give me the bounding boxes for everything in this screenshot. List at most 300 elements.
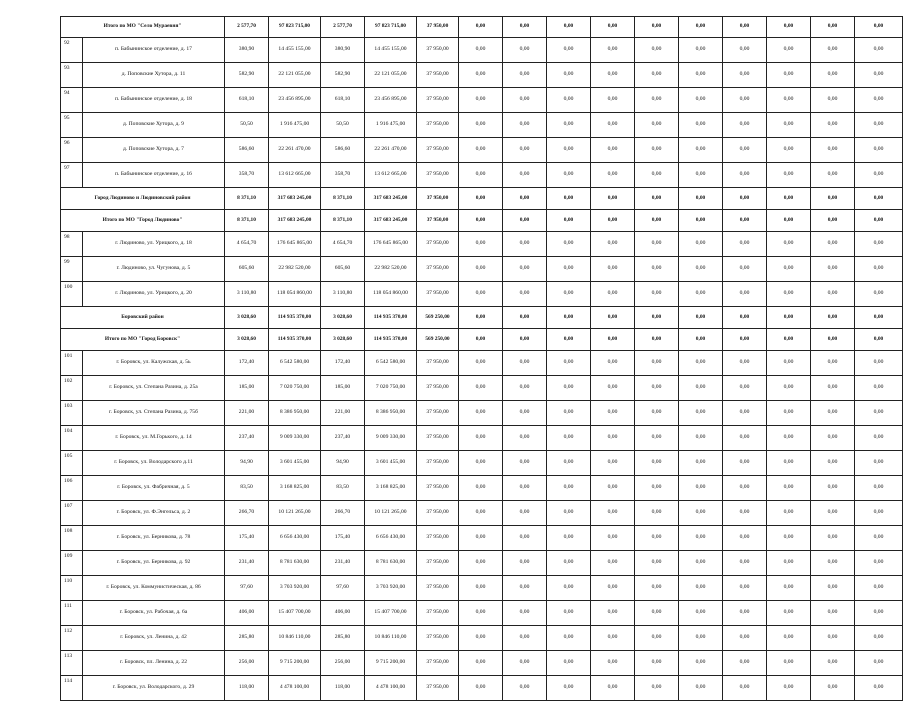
value-cell: 0,00: [459, 188, 503, 210]
value-cell: 0,00: [547, 257, 591, 282]
value-cell: 0,00: [679, 601, 723, 626]
value-cell: 0,00: [855, 676, 903, 701]
row-number: 113: [61, 651, 83, 676]
value-cell: 0,00: [459, 601, 503, 626]
value-cell: 0,00: [723, 138, 767, 163]
value-cell: 37 950,00: [417, 113, 459, 138]
row-number: 107: [61, 501, 83, 526]
group-title-cell: Итого по МО "Село Мураевня": [61, 17, 225, 38]
table-row: [61, 163, 903, 188]
value-cell: 37 950,00: [417, 401, 459, 426]
value-cell: 0,00: [459, 401, 503, 426]
value-cell: 8 371,10: [225, 188, 269, 210]
row-number: 111: [61, 601, 83, 626]
value-cell: 0,00: [635, 626, 679, 651]
value-cell: 0,00: [635, 232, 679, 257]
row-number: 102: [61, 376, 83, 401]
value-cell: 0,00: [459, 307, 503, 329]
address-cell: г. Боровск, ул. Фабричная, д. 5: [83, 476, 225, 501]
value-cell: 0,00: [635, 651, 679, 676]
value-cell: 0,00: [767, 282, 811, 307]
value-cell: 0,00: [767, 138, 811, 163]
value-cell: 2 577,70: [321, 17, 365, 38]
value-cell: 221,00: [225, 401, 269, 426]
value-cell: 0,00: [811, 526, 855, 551]
value-cell: 231,40: [321, 551, 365, 576]
row-number: 108: [61, 526, 83, 551]
value-cell: 6 656 430,00: [365, 526, 417, 551]
value-cell: 0,00: [767, 476, 811, 501]
value-cell: 0,00: [591, 210, 635, 232]
value-cell: 83,50: [225, 476, 269, 501]
value-cell: 0,00: [767, 163, 811, 188]
value-cell: 0,00: [855, 651, 903, 676]
value-cell: 569 250,00: [417, 307, 459, 329]
value-cell: 37 950,00: [417, 138, 459, 163]
table-row: [61, 257, 903, 282]
table-body: [61, 17, 903, 701]
value-cell: 0,00: [635, 188, 679, 210]
value-cell: 0,00: [723, 651, 767, 676]
value-cell: 0,00: [547, 576, 591, 601]
value-cell: 176 645 865,00: [269, 232, 321, 257]
value-cell: 0,00: [767, 676, 811, 701]
table-row: [61, 451, 903, 476]
value-cell: 0,00: [723, 501, 767, 526]
value-cell: 0,00: [811, 210, 855, 232]
value-cell: 0,00: [723, 576, 767, 601]
value-cell: 172,40: [321, 351, 365, 376]
value-cell: 0,00: [547, 501, 591, 526]
value-cell: 0,00: [855, 601, 903, 626]
value-cell: 0,00: [767, 501, 811, 526]
address-cell: г. Боровск, ул. М.Горького, д. 14: [83, 426, 225, 451]
value-cell: 0,00: [811, 257, 855, 282]
table-row: [61, 651, 903, 676]
value-cell: 0,00: [503, 188, 547, 210]
value-cell: 0,00: [591, 551, 635, 576]
value-cell: 8 781 630,00: [269, 551, 321, 576]
row-number: 104: [61, 426, 83, 451]
value-cell: 0,00: [811, 401, 855, 426]
value-cell: 0,00: [503, 257, 547, 282]
value-cell: 0,00: [679, 188, 723, 210]
value-cell: 0,00: [679, 88, 723, 113]
value-cell: 317 683 245,00: [365, 188, 417, 210]
value-cell: 0,00: [635, 88, 679, 113]
value-cell: 0,00: [855, 551, 903, 576]
table-row: [61, 501, 903, 526]
value-cell: 0,00: [855, 113, 903, 138]
value-cell: 266,70: [225, 501, 269, 526]
value-cell: 582,90: [321, 63, 365, 88]
value-cell: 0,00: [547, 88, 591, 113]
value-cell: 0,00: [723, 676, 767, 701]
value-cell: 1 916 475,00: [365, 113, 417, 138]
document-sheet: [60, 16, 884, 701]
value-cell: 37 950,00: [417, 17, 459, 38]
value-cell: 37 950,00: [417, 676, 459, 701]
value-cell: 0,00: [855, 88, 903, 113]
table-row: [61, 476, 903, 501]
value-cell: 0,00: [723, 551, 767, 576]
value-cell: 0,00: [503, 451, 547, 476]
value-cell: 37 950,00: [417, 163, 459, 188]
value-cell: 285,80: [225, 626, 269, 651]
value-cell: 0,00: [767, 426, 811, 451]
value-cell: 0,00: [547, 63, 591, 88]
address-cell: г. Боровск, ул. Ленина, д. 42: [83, 626, 225, 651]
value-cell: 0,00: [547, 401, 591, 426]
value-cell: 0,00: [723, 17, 767, 38]
value-cell: 0,00: [503, 38, 547, 63]
value-cell: 0,00: [635, 63, 679, 88]
value-cell: 0,00: [679, 451, 723, 476]
value-cell: 37 950,00: [417, 651, 459, 676]
value-cell: 0,00: [723, 376, 767, 401]
row-number: 98: [61, 232, 83, 257]
value-cell: 37 950,00: [417, 88, 459, 113]
value-cell: 0,00: [547, 232, 591, 257]
value-cell: 0,00: [723, 113, 767, 138]
value-cell: 0,00: [591, 63, 635, 88]
value-cell: 9 009 330,00: [269, 426, 321, 451]
value-cell: 0,00: [723, 188, 767, 210]
value-cell: 0,00: [855, 526, 903, 551]
value-cell: 0,00: [547, 307, 591, 329]
row-number: 94: [61, 88, 83, 113]
value-cell: 94,90: [225, 451, 269, 476]
value-cell: 0,00: [503, 651, 547, 676]
value-cell: 0,00: [503, 17, 547, 38]
value-cell: 97 823 715,00: [365, 17, 417, 38]
row-number: 100: [61, 282, 83, 307]
value-cell: 0,00: [635, 551, 679, 576]
value-cell: 0,00: [635, 451, 679, 476]
value-cell: 22 121 055,00: [269, 63, 321, 88]
value-cell: 0,00: [547, 476, 591, 501]
value-cell: 0,00: [503, 676, 547, 701]
value-cell: 0,00: [547, 651, 591, 676]
value-cell: 0,00: [635, 329, 679, 351]
value-cell: 0,00: [591, 376, 635, 401]
value-cell: 0,00: [503, 113, 547, 138]
value-cell: 97,60: [225, 576, 269, 601]
value-cell: 256,00: [321, 651, 365, 676]
value-cell: 37 950,00: [417, 501, 459, 526]
address-cell: п. Бабынинское отделение, д. 17: [83, 38, 225, 63]
value-cell: 618,10: [321, 88, 365, 113]
value-cell: 380,90: [321, 38, 365, 63]
value-cell: 0,00: [459, 651, 503, 676]
value-cell: 0,00: [679, 282, 723, 307]
value-cell: 8 371,10: [321, 188, 365, 210]
value-cell: 0,00: [811, 113, 855, 138]
value-cell: 3 028,60: [225, 329, 269, 351]
row-number: 109: [61, 551, 83, 576]
address-cell: г. Боровск, ул. Степана Разина, д. 75б: [83, 401, 225, 426]
capital-repair-table: [60, 16, 903, 701]
value-cell: 0,00: [855, 351, 903, 376]
value-cell: 3 703 920,00: [365, 576, 417, 601]
value-cell: 0,00: [811, 501, 855, 526]
value-cell: 0,00: [547, 17, 591, 38]
value-cell: 4 654,70: [321, 232, 365, 257]
value-cell: 13 612 665,00: [365, 163, 417, 188]
value-cell: 0,00: [723, 401, 767, 426]
value-cell: 0,00: [547, 376, 591, 401]
value-cell: 0,00: [767, 88, 811, 113]
value-cell: 0,00: [503, 501, 547, 526]
value-cell: 0,00: [635, 210, 679, 232]
group-title-cell: Итого по МО "Город Боровск": [61, 329, 225, 351]
value-cell: 0,00: [767, 113, 811, 138]
value-cell: 380,90: [225, 38, 269, 63]
value-cell: 0,00: [723, 451, 767, 476]
value-cell: 0,00: [503, 601, 547, 626]
value-cell: 114 935 370,00: [269, 329, 321, 351]
value-cell: 0,00: [679, 526, 723, 551]
value-cell: 175,40: [225, 526, 269, 551]
value-cell: 0,00: [811, 451, 855, 476]
value-cell: 0,00: [591, 426, 635, 451]
value-cell: 0,00: [811, 232, 855, 257]
value-cell: 0,00: [459, 426, 503, 451]
value-cell: 0,00: [635, 282, 679, 307]
value-cell: 0,00: [679, 401, 723, 426]
value-cell: 9 715 200,00: [365, 651, 417, 676]
value-cell: 0,00: [591, 307, 635, 329]
address-cell: г. Боровск, ул. Берникова, д. 78: [83, 526, 225, 551]
value-cell: 0,00: [547, 526, 591, 551]
value-cell: 97,60: [321, 576, 365, 601]
value-cell: 7 020 750,00: [365, 376, 417, 401]
value-cell: 0,00: [591, 651, 635, 676]
value-cell: 0,00: [503, 351, 547, 376]
value-cell: 3 601 455,00: [365, 451, 417, 476]
value-cell: 0,00: [591, 88, 635, 113]
row-number: 105: [61, 451, 83, 476]
value-cell: 569 250,00: [417, 329, 459, 351]
value-cell: 175,40: [321, 526, 365, 551]
value-cell: 0,00: [855, 282, 903, 307]
address-cell: п. Бабынинское отделение, д. 18: [83, 88, 225, 113]
value-cell: 0,00: [811, 601, 855, 626]
value-cell: 0,00: [459, 551, 503, 576]
value-cell: 0,00: [547, 601, 591, 626]
value-cell: 0,00: [459, 17, 503, 38]
value-cell: 22 121 055,00: [365, 63, 417, 88]
value-cell: 37 950,00: [417, 526, 459, 551]
value-cell: 0,00: [547, 426, 591, 451]
value-cell: 0,00: [767, 307, 811, 329]
value-cell: 0,00: [855, 451, 903, 476]
value-cell: 0,00: [679, 163, 723, 188]
value-cell: 586,60: [321, 138, 365, 163]
value-cell: 0,00: [855, 38, 903, 63]
value-cell: 0,00: [811, 351, 855, 376]
value-cell: 0,00: [591, 282, 635, 307]
value-cell: 37 950,00: [417, 232, 459, 257]
row-number: 95: [61, 113, 83, 138]
value-cell: 0,00: [459, 257, 503, 282]
value-cell: 0,00: [503, 526, 547, 551]
row-number: 97: [61, 163, 83, 188]
value-cell: 237,40: [225, 426, 269, 451]
value-cell: 0,00: [767, 210, 811, 232]
table-row: [61, 576, 903, 601]
value-cell: 37 950,00: [417, 476, 459, 501]
value-cell: 37 950,00: [417, 38, 459, 63]
value-cell: 8 371,10: [321, 210, 365, 232]
value-cell: 0,00: [503, 282, 547, 307]
value-cell: 0,00: [811, 651, 855, 676]
value-cell: 0,00: [723, 476, 767, 501]
value-cell: 0,00: [459, 476, 503, 501]
value-cell: 0,00: [855, 210, 903, 232]
value-cell: 0,00: [767, 17, 811, 38]
value-cell: 3 703 920,00: [269, 576, 321, 601]
value-cell: 0,00: [767, 188, 811, 210]
value-cell: 0,00: [591, 401, 635, 426]
value-cell: 0,00: [723, 626, 767, 651]
value-cell: 0,00: [459, 232, 503, 257]
table-row: [61, 138, 903, 163]
value-cell: 0,00: [811, 88, 855, 113]
value-cell: 0,00: [591, 476, 635, 501]
address-cell: г. Боровск, пл. Ленина, д. 22: [83, 651, 225, 676]
value-cell: 406,00: [225, 601, 269, 626]
value-cell: 0,00: [503, 626, 547, 651]
value-cell: 0,00: [811, 329, 855, 351]
table-row: [61, 601, 903, 626]
value-cell: 0,00: [811, 551, 855, 576]
value-cell: 0,00: [723, 526, 767, 551]
value-cell: 406,00: [321, 601, 365, 626]
value-cell: 0,00: [547, 329, 591, 351]
value-cell: 0,00: [811, 676, 855, 701]
value-cell: 0,00: [855, 163, 903, 188]
value-cell: 0,00: [679, 232, 723, 257]
value-cell: 37 950,00: [417, 351, 459, 376]
row-number: 93: [61, 63, 83, 88]
value-cell: 0,00: [811, 426, 855, 451]
value-cell: 0,00: [635, 163, 679, 188]
value-cell: 0,00: [855, 401, 903, 426]
value-cell: 317 683 245,00: [269, 188, 321, 210]
value-cell: 10 121 265,00: [269, 501, 321, 526]
address-cell: г. Людиново, ул. Чугунова, д. 5: [83, 257, 225, 282]
value-cell: 0,00: [811, 17, 855, 38]
value-cell: 0,00: [503, 329, 547, 351]
value-cell: 4 478 100,00: [365, 676, 417, 701]
value-cell: 0,00: [547, 138, 591, 163]
value-cell: 0,00: [767, 651, 811, 676]
value-cell: 0,00: [855, 307, 903, 329]
value-cell: 118 054 860,00: [269, 282, 321, 307]
value-cell: 0,00: [679, 210, 723, 232]
value-cell: 118,00: [321, 676, 365, 701]
value-cell: 358,70: [225, 163, 269, 188]
value-cell: 0,00: [855, 426, 903, 451]
value-cell: 0,00: [679, 551, 723, 576]
value-cell: 23 456 895,00: [365, 88, 417, 113]
value-cell: 0,00: [767, 329, 811, 351]
value-cell: 0,00: [591, 113, 635, 138]
value-cell: 0,00: [459, 138, 503, 163]
value-cell: 0,00: [459, 38, 503, 63]
value-cell: 0,00: [679, 476, 723, 501]
value-cell: 0,00: [635, 676, 679, 701]
address-cell: г. Боровск, ул. Ф.Энгельса, д. 2: [83, 501, 225, 526]
value-cell: 185,00: [225, 376, 269, 401]
value-cell: 0,00: [635, 426, 679, 451]
value-cell: 605,60: [321, 257, 365, 282]
value-cell: 0,00: [855, 576, 903, 601]
value-cell: 0,00: [459, 576, 503, 601]
value-cell: 0,00: [723, 210, 767, 232]
value-cell: 0,00: [679, 17, 723, 38]
value-cell: 0,00: [855, 188, 903, 210]
value-cell: 0,00: [811, 626, 855, 651]
value-cell: 0,00: [459, 210, 503, 232]
value-cell: 0,00: [855, 376, 903, 401]
address-cell: г. Людиново, ул. Урицкого, д. 20: [83, 282, 225, 307]
value-cell: 0,00: [723, 426, 767, 451]
value-cell: 0,00: [723, 329, 767, 351]
value-cell: 50,50: [321, 113, 365, 138]
value-cell: 0,00: [503, 138, 547, 163]
value-cell: 0,00: [855, 63, 903, 88]
value-cell: 1 916 475,00: [269, 113, 321, 138]
value-cell: 0,00: [855, 138, 903, 163]
value-cell: 114 935 370,00: [365, 329, 417, 351]
value-cell: 0,00: [767, 63, 811, 88]
group-title-cell: Город Людиново и Людиновский район: [61, 188, 225, 210]
value-cell: 22 261 470,00: [269, 138, 321, 163]
value-cell: 0,00: [635, 38, 679, 63]
value-cell: 0,00: [503, 232, 547, 257]
value-cell: 0,00: [811, 38, 855, 63]
value-cell: 0,00: [503, 88, 547, 113]
value-cell: 0,00: [767, 626, 811, 651]
value-cell: 0,00: [679, 329, 723, 351]
value-cell: 94,90: [321, 451, 365, 476]
value-cell: 0,00: [855, 232, 903, 257]
value-cell: 37 950,00: [417, 551, 459, 576]
value-cell: 0,00: [503, 163, 547, 188]
value-cell: 0,00: [591, 232, 635, 257]
value-cell: 0,00: [679, 651, 723, 676]
value-cell: 0,00: [855, 476, 903, 501]
value-cell: 0,00: [459, 282, 503, 307]
table-row: [61, 63, 903, 88]
value-cell: 0,00: [459, 526, 503, 551]
value-cell: 0,00: [547, 282, 591, 307]
value-cell: 0,00: [679, 38, 723, 63]
value-cell: 0,00: [679, 138, 723, 163]
value-cell: 0,00: [591, 451, 635, 476]
value-cell: 0,00: [591, 626, 635, 651]
value-cell: 0,00: [767, 451, 811, 476]
value-cell: 14 455 155,00: [365, 38, 417, 63]
address-cell: д. Поповские Хутора, д. 11: [83, 63, 225, 88]
table-total-row: [61, 210, 903, 232]
value-cell: 37 950,00: [417, 601, 459, 626]
value-cell: 0,00: [459, 88, 503, 113]
value-cell: 0,00: [547, 113, 591, 138]
value-cell: 0,00: [635, 476, 679, 501]
